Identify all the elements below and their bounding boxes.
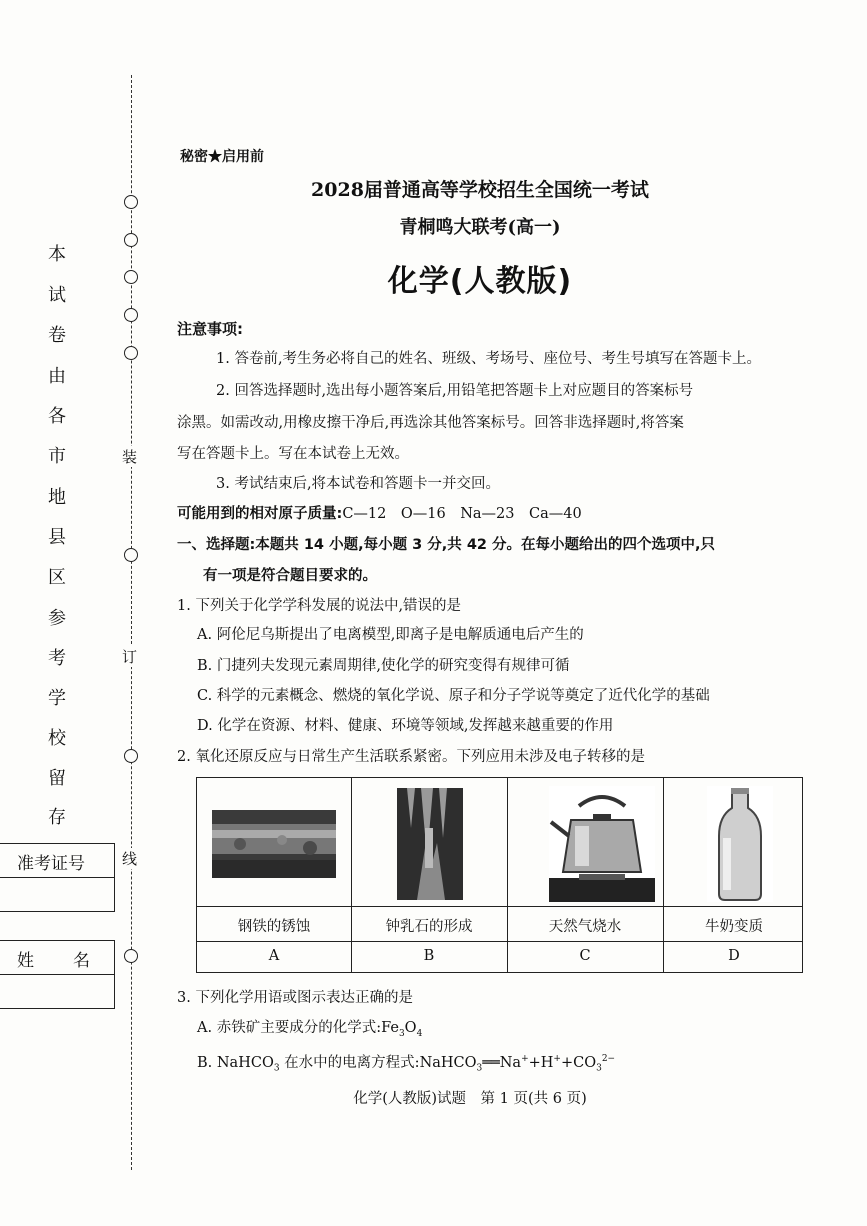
q3-sup: + <box>553 1054 561 1064</box>
side-char: 学 <box>48 688 66 709</box>
atomic-mass-label: 可能用到的相对原子质量: <box>177 506 343 522</box>
exam-subtitle: 青桐鸣大联考(高一) <box>399 217 561 238</box>
q3-sup: 2− <box>601 1054 616 1064</box>
q2-option-d: D <box>728 948 740 964</box>
q3-sub: 3 <box>273 1063 280 1074</box>
notice-item-2-cont: 涂黑。如需改动,用橡皮擦干净后,再选涂其他答案标号。回答非选择题时,将答案 <box>177 415 684 431</box>
q2-caption-d: 牛奶变质 <box>705 919 763 935</box>
milk-bottle-image <box>707 786 773 902</box>
notice-item-2-cont: 写在答题卡上。写在本试卷上无效。 <box>177 446 409 462</box>
secret-mark: 秘密★启用前 <box>180 149 264 165</box>
q2-option-a: A <box>268 948 280 964</box>
side-char: 由 <box>48 366 66 387</box>
side-char: 试 <box>48 285 66 306</box>
stalactite-image <box>397 788 463 900</box>
kettle-image <box>549 786 655 902</box>
q3-formula: O <box>404 1020 417 1036</box>
binding-hole <box>124 270 138 284</box>
atomic-mass-values: C—12 O—16 Na—23 Ca—40 <box>342 506 582 522</box>
side-char: 本 <box>48 244 66 265</box>
q3-equation: +CO <box>560 1054 597 1071</box>
binding-hole <box>124 749 138 763</box>
notice-item-3: 3. 考试结束后,将本试卷和答题卡一并交回。 <box>216 476 501 492</box>
q2-caption-c: 天然气烧水 <box>548 919 622 935</box>
q2-caption-a: 钢铁的锈蚀 <box>237 919 311 935</box>
binding-hole <box>124 195 138 209</box>
subject-title: 化学(人教版) <box>387 264 573 299</box>
side-char: 考 <box>48 648 66 669</box>
binding-hole <box>124 949 138 963</box>
q3-sub: 4 <box>416 1028 423 1039</box>
q1-option-a: A. 阿伦尼乌斯提出了电离模型,即离子是电解质通电后产生的 <box>197 627 584 643</box>
q3-option-b-text: B. NaHCO <box>197 1054 274 1071</box>
page-footer: 化学(人教版)试题 第 1 页(共 6 页) <box>353 1091 587 1107</box>
binding-word: 线 <box>122 850 138 868</box>
q3-formula: Fe <box>381 1020 399 1036</box>
exam-id-label: 准考证号 <box>17 854 85 874</box>
q2-stem: 2. 氧化还原反应与日常生产生活联系紧密。下列应用未涉及电子转移的是 <box>177 749 645 765</box>
q1-stem: 1. 下列关于化学学科发展的说法中,错误的是 <box>177 598 462 614</box>
section-heading-cont: 有一项是符合题目要求的。 <box>203 568 377 584</box>
q3-sup: + <box>521 1054 529 1064</box>
q3-option-b-text: 在水中的电离方程式:NaHCO <box>279 1054 477 1071</box>
side-char: 留 <box>48 768 66 789</box>
side-char: 县 <box>48 527 66 548</box>
side-char: 参 <box>48 608 66 629</box>
atomic-mass-line <box>177 504 582 524</box>
notice-item-1: 1. 答卷前,考生务必将自己的姓名、班级、考场号、座位号、考生号填写在答题卡上。 <box>216 351 762 367</box>
binding-word: 订 <box>122 648 138 666</box>
q1-option-d: D. 化学在资源、材料、健康、环境等领域,发挥越来越重要的作用 <box>197 718 614 734</box>
q3-equation: ══Na <box>482 1054 522 1071</box>
q2-option-c: C <box>579 948 591 964</box>
q2-option-b: B <box>423 948 435 964</box>
binding-hole <box>124 548 138 562</box>
side-char: 各 <box>48 406 66 427</box>
binding-hole <box>124 346 138 360</box>
exam-title: 2028届普通高等学校招生全国统一考试 <box>311 179 649 201</box>
q3-stem: 3. 下列化学用语或图示表达正确的是 <box>177 990 413 1006</box>
side-char: 区 <box>48 567 66 588</box>
side-char: 存 <box>48 807 66 828</box>
q3-option-a <box>197 1018 422 1044</box>
q3-option-a-text: A. 赤铁矿主要成分的化学式: <box>197 1020 382 1036</box>
q3-sub: 3 <box>476 1063 483 1074</box>
section-heading: 一、选择题:本题共 14 小题,每小题 3 分,共 42 分。在每小题给出的四个选项中,只 <box>177 537 716 553</box>
binding-word: 装 <box>122 448 138 466</box>
exam-id-field[interactable] <box>0 877 115 912</box>
notice-item-2: 2. 回答选择题时,选出每小题答案后,用铅笔把答题卡上对应题目的答案标号 <box>216 383 694 399</box>
q2-caption-b: 钟乳石的形成 <box>385 919 473 935</box>
name-label-2: 名 <box>73 951 90 971</box>
q3-option-b <box>197 1049 615 1079</box>
q3-sub: 3 <box>398 1028 405 1039</box>
q1-option-b: B. 门捷列夫发现元素周期律,使化学的研究变得有规律可循 <box>197 658 570 674</box>
side-char: 地 <box>48 487 66 508</box>
side-char: 卷 <box>48 325 66 346</box>
side-char: 校 <box>48 728 66 749</box>
binding-hole <box>124 308 138 322</box>
q1-option-c: C. 科学的元素概念、燃烧的氧化学说、原子和分子学说等奠定了近代化学的基础 <box>197 688 710 704</box>
side-char: 市 <box>48 446 66 467</box>
name-label-1: 姓 <box>17 951 34 971</box>
q2-image-table <box>196 777 803 973</box>
rusted-steel-image <box>212 810 336 878</box>
q3-equation: +H <box>528 1054 554 1071</box>
notice-heading: 注意事项: <box>177 320 243 338</box>
name-field[interactable] <box>0 974 115 1009</box>
binding-hole <box>124 233 138 247</box>
q3-sub: 3 <box>596 1063 602 1074</box>
